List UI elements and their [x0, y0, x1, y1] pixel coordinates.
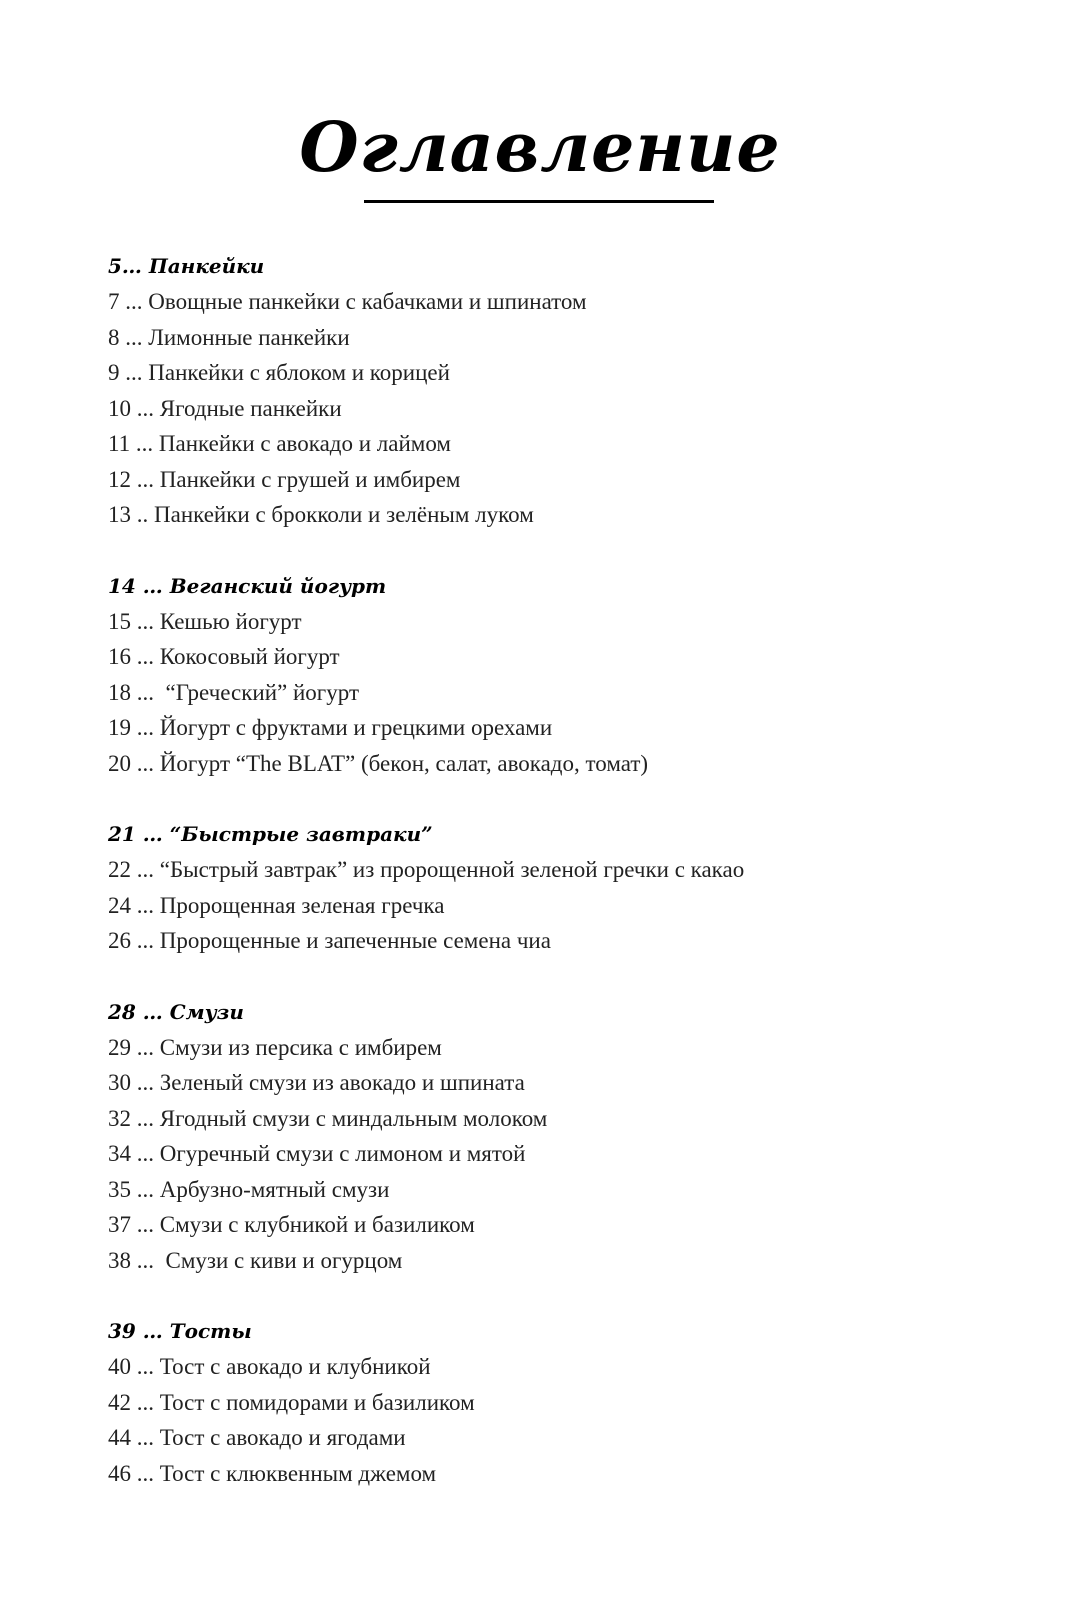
toc-entry: 29 ... Смузи из персика с имбирем: [108, 1034, 442, 1060]
section-heading: 5… Панкейки: [108, 254, 265, 278]
section-heading: 21 … “Быстрые завтраки”: [108, 822, 433, 846]
toc-entry: 9 ... Панкейки с яблоком и корицей: [108, 360, 450, 385]
toc-entry: 10 ... Ягодные панкейки: [108, 395, 342, 421]
section-heading: 14 … Веганский йогурт: [108, 573, 387, 598]
toc-section: [108, 248, 1008, 533]
toc-entry: 38 ... Смузи с киви и огурцом: [108, 1247, 403, 1273]
toc-entry: 24 ... Пророщенная зеленая гречка: [108, 892, 445, 918]
toc-entry: 11 ... Панкейки с авокадо и лаймом: [108, 431, 451, 456]
section-heading: 39 … Тосты: [108, 1319, 252, 1343]
toc-entry: 12 ... Панкейки с грушей и имбирем: [108, 466, 461, 492]
toc-entry: 16 ... Кокосовый йогурт: [108, 644, 340, 669]
toc-entry: 32 ... Ягодный смузи с миндальным молоком: [108, 1105, 548, 1131]
toc-entry: 22 ... “Быстрый завтрак” из пророщенной зеленой гречки с какао: [108, 857, 745, 882]
section-heading: 28 … Смузи: [108, 999, 244, 1024]
toc-entry: 20 ... Йогурт “The BLAT” (бекон, салат, авокадо, томат): [108, 750, 649, 776]
table-of-contents: [108, 248, 1008, 1526]
toc-entry: 40 ... Тост с авокадо и клубникой: [108, 1354, 431, 1379]
title-underline: [364, 200, 714, 203]
toc-entry: 30 ... Зеленый смузи из авокадо и шпината: [108, 1070, 525, 1095]
toc-entry: 8 ... Лимонные панкейки: [108, 324, 350, 350]
toc-entry: 7 ... Овощные панкейки с кабачками и шпинатом: [108, 289, 587, 314]
page-title: Оглавление: [299, 108, 781, 188]
toc-entry: 46 ... Тост с клюквенным джемом: [108, 1460, 437, 1486]
toc-section: [108, 568, 1008, 782]
toc-entry: 37 ... Смузи с клубникой и базиликом: [108, 1212, 475, 1237]
toc-section: [108, 994, 1008, 1279]
toc-entry: 42 ... Тост с помидорами и базиликом: [108, 1389, 475, 1415]
toc-entry: 15 ... Кешью йогурт: [108, 608, 302, 634]
toc-entry: 18 ... “Греческий” йогурт: [108, 679, 359, 705]
toc-section: [108, 816, 1008, 959]
toc-entry: 13 .. Панкейки с брокколи и зелёным луком: [108, 502, 534, 527]
toc-entry: 35 ... Арбузно-мятный смузи: [108, 1176, 390, 1202]
toc-entry: 34 ... Огуречный смузи с лимоном и мятой: [108, 1141, 526, 1166]
toc-entry: 44 ... Тост с авокадо и ягодами: [108, 1425, 406, 1450]
toc-section: [108, 1313, 1008, 1491]
toc-entry: 26 ... Пророщенные и запеченные семена чиа: [108, 928, 551, 953]
toc-entry: 19 ... Йогурт с фруктами и грецкими орехами: [108, 715, 553, 740]
